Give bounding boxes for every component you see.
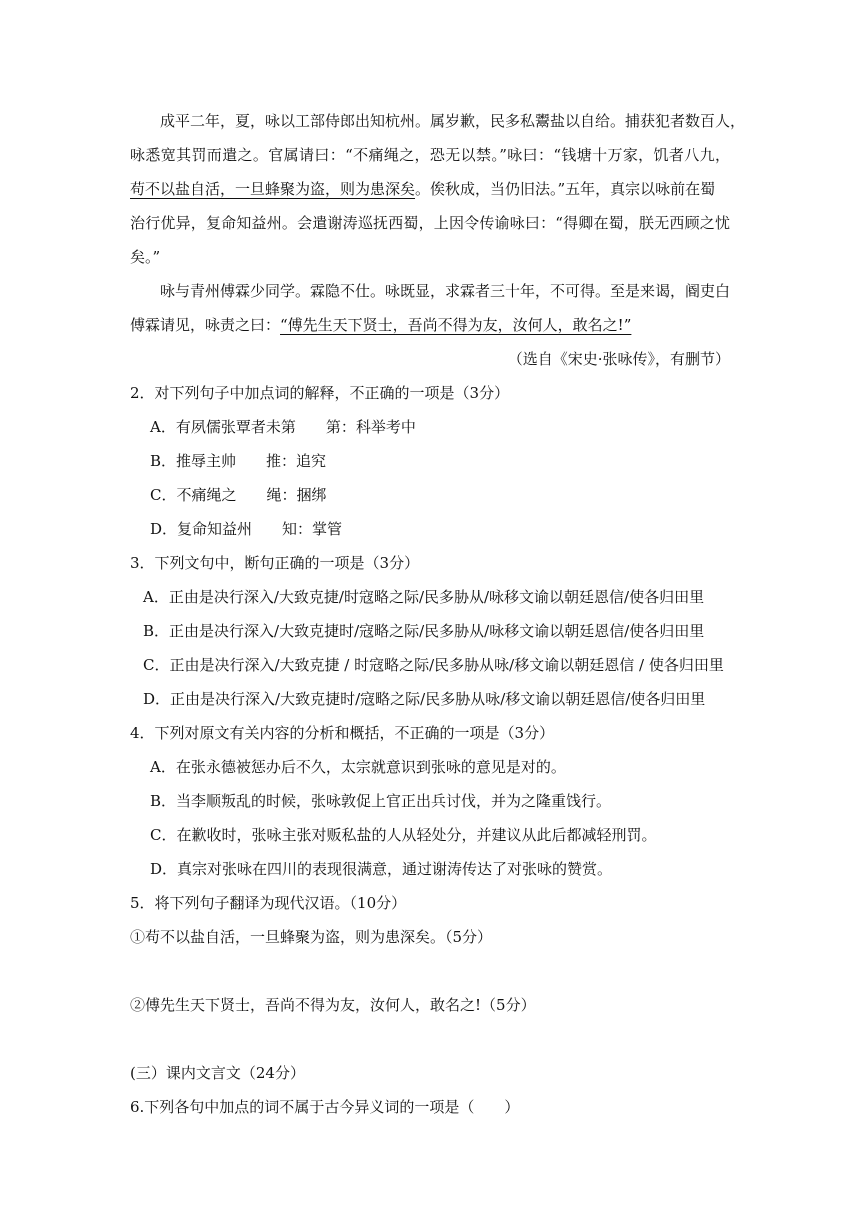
q4-option-b: B．当李顺叛乱的时候，张咏敦促上官正出兵讨伐，并为之隆重饯行。 — [150, 792, 612, 810]
q5-stem: 5．将下列句子翻译为现代汉语。（10分） — [130, 894, 407, 912]
q3-option-a: A．正由是决行深入/大致克捷/时寇略之际/民多胁从/咏移文谕以朝廷恩信/使各归田里 — [143, 588, 705, 606]
passage-p1-line-1: 成平二年，夏，咏以工部侍郎出知杭州。属岁歉，民多私鬻盐以自给。捕获犯者数百人， — [160, 112, 746, 130]
q5-item-2: ②傅先生天下贤士，吾尚不得为友，汝何人，敢名之!（5分） — [130, 996, 536, 1014]
q2-stem: 2．对下列句子中加点词的解释，不正确的一项是（3分） — [130, 384, 510, 402]
passage-p2-line-2-plain: 傅霖请见，咏责之曰： — [130, 316, 281, 334]
passage-p1-line-3-rest: 。俟秋成，当仍旧法。”五年，真宗以咏前在蜀 — [415, 180, 716, 198]
passage-p1-line-2: 咏悉宽其罚而遣之。官属请曰：“不痛绳之，恐无以禁。”咏曰：“钱塘十万家，饥者八九， — [130, 146, 730, 164]
q4-option-d: D．真宗对张咏在四川的表现很满意，通过谢涛传达了对张咏的赞赏。 — [150, 860, 613, 878]
passage-p2-line-1: 咏与青州傅霖少同学。霖隐不仕。咏既显，求霖者三十年，不可得。至是来谒，阍吏白 — [160, 282, 731, 300]
q4-option-c: C．在歉收时，张咏主张对贩私盐的人从轻处分，并建议从此后都减轻刑罚。 — [150, 826, 657, 844]
passage-source: （选自《宋史·张咏传》，有删节） — [507, 350, 730, 368]
q6-stem: 6.下列各句中加点的词不属于古今异义词的一项是（ ） — [130, 1098, 520, 1116]
underlined-sentence-2: “傅先生天下贤士，吾尚不得为友，汝何人，敢名之!” — [280, 316, 632, 334]
underlined-sentence-1: 苟不以盐自活，一旦蜂聚为盗，则为患深矣 — [130, 180, 416, 198]
q3-option-d: D．正由是决行深入/大致克捷时/寇略之际/民多胁从咏/移文谕以朝廷恩信/使各归田里 — [143, 690, 706, 708]
q3-stem: 3．下列文句中，断句正确的一项是（3分） — [130, 554, 420, 572]
q2-option-b: B．推辱主帅 推：追究 — [150, 452, 327, 470]
q3-option-c: C．正由是决行深入/大致克捷 / 时寇略之际/民多胁从咏/移文谕以朝廷恩信 / 使各归田里 — [143, 656, 724, 674]
q2-option-d: D．复命知益州 知：掌管 — [150, 520, 343, 538]
passage-p1-line-5: 矣。” — [130, 248, 161, 266]
q3-option-b: B．正由是决行深入/大致克捷时/寇略之际/民多胁从/咏移文谕以朝廷恩信/使各归田里 — [143, 622, 705, 640]
q2-option-a: A．有夙儒张覃者未第 第：科举考中 — [150, 418, 416, 436]
q4-option-a: A．在张永德被惩办后不久，太宗就意识到张咏的意见是对的。 — [150, 758, 566, 776]
passage-p2-line-2 — [130, 314, 730, 336]
passage-p1-line-3 — [130, 178, 730, 200]
section3-heading: (三）课内文言文（24分） — [130, 1064, 305, 1082]
q2-option-c: C．不痛绳之 绳：捆绑 — [150, 486, 327, 504]
passage-p1-line-4: 治行优异，复命知益州。会遣谢涛巡抚西蜀，上因令传谕咏曰：“得卿在蜀，朕无西顾之忧 — [130, 214, 730, 232]
q5-item-1: ①苟不以盐自活，一旦蜂聚为盗，则为患深矣。（5分） — [130, 928, 493, 946]
q4-stem: 4．下列对原文有关内容的分析和概括，不正确的一项是（3分） — [130, 724, 555, 742]
